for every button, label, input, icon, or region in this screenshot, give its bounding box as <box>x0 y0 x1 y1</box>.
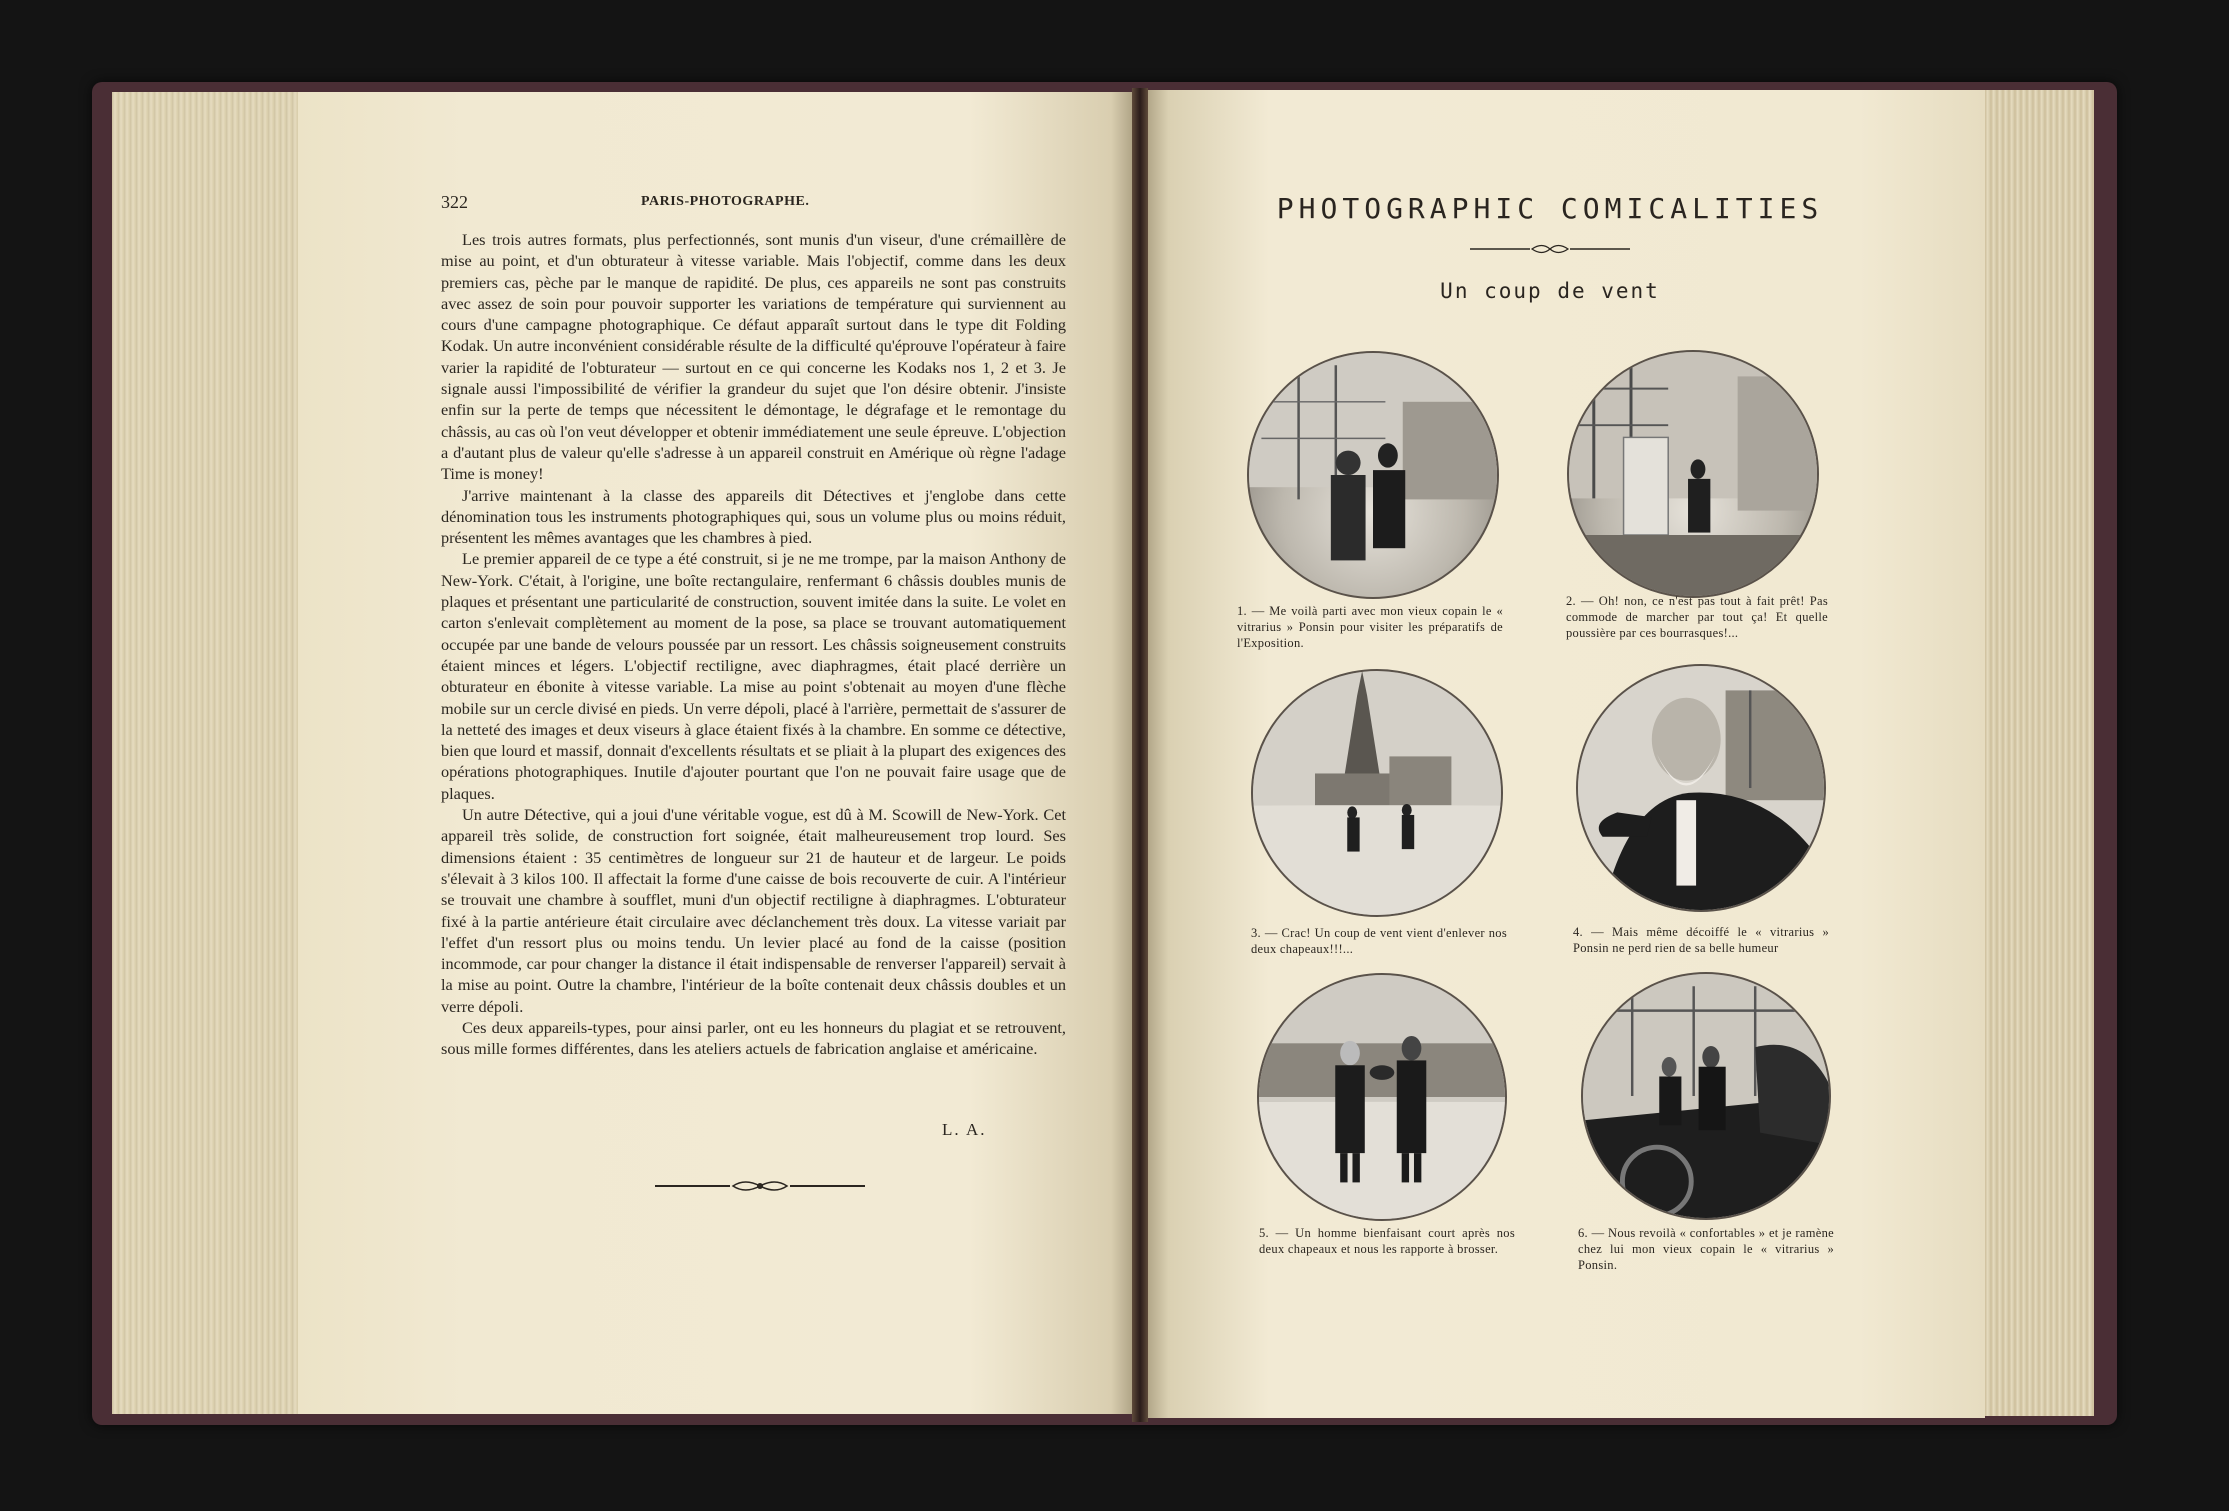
photo-2 <box>1567 350 1819 598</box>
page-edges-left <box>112 92 307 1414</box>
caption-5: 5. — Un homme bienfaisant court après nos deux chapeaux et nous les rapporte à brosser. <box>1259 1226 1515 1256</box>
photo-4 <box>1576 664 1826 912</box>
photo-3 <box>1251 669 1503 917</box>
photo-5 <box>1257 973 1507 1221</box>
caption-2: 2. — Oh! non, ce n'est pas tout à fait prêt! Pas commode de marcher par tout ça! Et quelle poussière par ces bourrasques!... <box>1566 594 1828 640</box>
paragraph: Les trois autres formats, plus perfectionnés, sont munis d'un viseur, d'une crémaillère de mise au point, et d'un obturateur à vitesse variable. Mais l'objectif, comme dans les deux premiers cas, pèche par le manque de rapidité. De plus, ces appareils ne sont pas construits avec assez de soin pour pouvoir supporter les variations de température qui surviennent au cours d'une campagne photographique. Ce défaut apparaît surtout dans le type dit Folding Kodak. Un autre inconvénient considérable résulte de la difficulté qu'éprouve l'opérateur à faire varier la rapidité de l'obturateur — surtout en ce qui concerne les Kodaks nos 1, 2 et 3. Je signale aussi l'impossibilité de vérifier la grandeur du sujet que l'on désire obtenir. J'insiste enfin sur la perte de temps que nécessitent le démontage, le dégrafage et le remontage du châssis, au cas où l'on veut développer et obtenir immédiatement une seule épreuve. L'objection a d'autant plus de valeur qu'elle s'adresse à un appareil construit en Amérique où règne l'adage Time is money! <box>441 230 1066 484</box>
paragraph: Ces deux appareils-types, pour ainsi parler, ont eu les honneurs du plagiat et se retrouvent, sous mille formes différentes, dans les ateliers actuels de fabrication anglaise et américaine. <box>441 1017 1066 1059</box>
photo-6 <box>1581 972 1831 1220</box>
author-signature: L. A. <box>942 1120 987 1139</box>
page-title: PHOTOGRAPHIC COMICALITIES <box>1276 192 1824 225</box>
running-head: PARIS-PHOTOGRAPHE. <box>641 194 810 209</box>
caption-1: 1. — Me voilà parti avec mon vieux copain le « vitrarius » Ponsin pour visiter les préparatifs de l'Exposition. <box>1237 604 1503 650</box>
book-gutter <box>1132 88 1148 1422</box>
caption-4: 4. — Mais même décoiffé le « vitrarius » Ponsin ne perd rien de sa belle humeur <box>1573 925 1829 955</box>
caption-3: 3. — Crac! Un coup de vent vient d'enlever nos deux chapeaux!!!... <box>1251 926 1507 956</box>
paragraph: J'arrive maintenant à la classe des appareils dit Détectives et j'englobe dans cette dénomination tous les instruments photographiques qui, sous un volume plus ou moins réduit, présentent les mêmes avantages que les chambres à pied. <box>441 485 1066 548</box>
caption-6: 6. — Nous revoilà « confortables » et je ramène chez lui mon vieux copain le « vitrarius » Ponsin. <box>1578 1226 1834 1272</box>
paragraph: Un autre Détective, qui a joui d'une véritable vogue, est dû à M. Scowill de New-York. Cet appareil très solide, de construction fort soignée, était malheureusement trop lourd. Ses dimensions étaient : 35 centimètres de longueur sur 21 de hauteur et de largeur. Le poids s'élevait à 3 kilos 100. Il affectait la forme d'une caisse de bois recouverte de cuir. A l'intérieur se trouvait une chambre à soufflet, muni d'un objectif rectiligne à diaphragmes. L'obturateur fixé à la partie antérieure était circulaire avec déclanchement très doux. La vitesse variait par l'effet d'un ressort plus ou moins tendu. Un levier placé au fond de la caisse (position incommode, car pour changer la distance il était indispensable de renverser l'appareil) servait à la mise au point. Outre la chambre, l'intérieur de la boîte contenait deux châssis doubles et un verre dépoli. <box>441 805 1066 1016</box>
paragraph: Le premier appareil de ce type a été construit, si je ne me trompe, par la maison Anthony de New-York. C'était, à l'origine, une boîte rectangulaire, renfermant 6 châssis doubles munis de plaques et présentant une particularité de construction, souvent imitée dans la suite. Le volet en carton s'enlevait complètement au moment de la pose, sa place se trouvant automatiquement occupée par une bande de velours poussée par un ressort. Les châssis soigneusement construits étaient minces et légers. L'objectif rectiligne, avec diaphragmes, était placé derrière un obturateur en ébonite à vitesse variable. La mise au point s'obtenait au moyen d'une flèche mobile sur un cercle divisé en pieds. Un verre dépoli, placé à l'arrière, permettait de s'assurer de la netteté des images et deux viseurs à glace étaient fixés à la chambre. En somme ce détective, bien que lourd et massif, donnait d'excellents résultats et se pliait à la plupart des exigences des opérations photographiques. Inutile d'ajouter pourtant que l'on ne pouvait faire usage que de plaques. <box>441 549 1066 803</box>
left-page-header <box>441 192 1066 216</box>
page-edges-right <box>1976 90 2094 1416</box>
title-ornament <box>1470 242 1630 256</box>
page-subtitle: Un coup de vent <box>1440 279 1660 303</box>
photo-1 <box>1247 351 1499 599</box>
page-number: 322 <box>441 192 468 212</box>
end-ornament <box>655 1178 865 1194</box>
article-body <box>441 229 1066 1060</box>
